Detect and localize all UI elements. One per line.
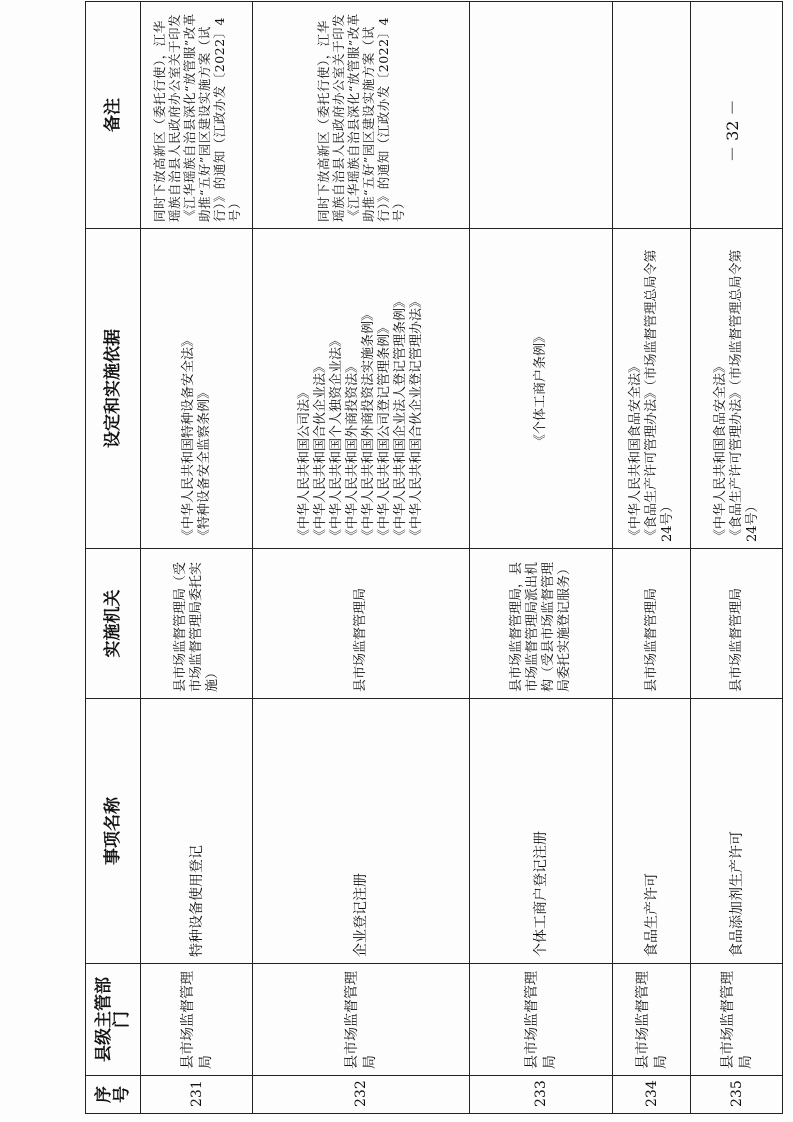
table-row: [691, 2, 783, 1114]
row-seq: 232: [253, 1076, 470, 1114]
table-row: [141, 2, 253, 1114]
row-agency: 县市场监督管理局: [253, 549, 470, 699]
basis-line: 《中华人民共和国公司法》: [297, 385, 312, 542]
table-row: [253, 2, 470, 1114]
row-item-name: 个体工商户登记注册: [470, 699, 613, 964]
row-department: 县市场监督管理局: [613, 964, 691, 1076]
row-item-name: 特种设备使用登记: [141, 699, 253, 964]
row-remarks: [470, 2, 613, 229]
row-seq: 231: [141, 1076, 253, 1114]
row-agency: 县市场监督管理局: [691, 549, 783, 699]
row-remarks: [613, 2, 691, 229]
table-header-row: [86, 2, 141, 1114]
table-row: [613, 2, 691, 1114]
row-remarks: 同时下放高新区（委托行使），江华瑶族自治县人民政府办公室关于印发《江华瑶族自治县深化“放管服”改革助推“五好”园区建设实施方案（试行）》的通知（江政办发〔2022〕4号）: [253, 2, 470, 229]
row-agency: 县市场监督管理局: [613, 549, 691, 699]
row-department: 县市场监督管理局: [141, 964, 253, 1076]
basis-line: 《中华人民共和国个人独资企业法》: [329, 333, 344, 542]
row-department: 县市场监督管理局: [691, 964, 783, 1076]
basis-line: 《食品生产许可管理办法》（市场监督管理总局令第24号）: [643, 249, 675, 542]
basis-line: 《中华人民共和国外商投资法实施条例》: [361, 307, 376, 542]
row-basis: [470, 229, 613, 549]
row-basis: [253, 229, 470, 549]
header-department: 县级主管部门: [86, 964, 141, 1076]
row-agency: 县市场监督管理局（受市场监督管理局委托实施）: [141, 549, 253, 699]
header-item-name: 事项名称: [86, 699, 141, 964]
basis-line: 《中华人民共和国合伙企业法》: [313, 359, 328, 542]
matters-table: [85, 1, 783, 1114]
basis-line: 《中华人民共和国特种设备安全法》: [180, 333, 196, 542]
row-remarks: 同时下放高新区（委托行使），江华瑶族自治县人民政府办公室关于印发《江华瑶族自治县深化“放管服”改革助推“五好”园区建设实施方案（试行）》的通知（江政办发〔2022〕4号）: [141, 2, 253, 229]
row-basis: [141, 229, 253, 549]
basis-line: 《中华人民共和国外商投资法》: [345, 359, 360, 542]
basis-line: 《特种设备安全监察条例》: [196, 385, 212, 542]
header-basis: 设定和实施依据: [86, 229, 141, 549]
row-department: 县市场监督管理局: [253, 964, 470, 1076]
row-item-name: 企业登记注册: [253, 699, 470, 964]
row-department: 县市场监督管理局: [470, 964, 613, 1076]
basis-line: 《中华人民共和国合伙企业登记管理办法》: [409, 294, 424, 542]
page-number: － 32 －: [723, 99, 742, 162]
header-agency: 实施机关: [86, 549, 141, 699]
row-basis: [613, 229, 691, 549]
table-row: [470, 2, 613, 1114]
row-seq: 235: [691, 1076, 783, 1114]
basis-line: 《食品生产许可管理办法》（市场监督管理总局令第24号）: [728, 249, 760, 542]
row-seq: 234: [613, 1076, 691, 1114]
header-seq: 序号: [86, 1076, 141, 1114]
basis-line: 《中华人民共和国食品安全法》: [627, 359, 643, 542]
basis-line: 《个体工商户条例》: [533, 330, 548, 448]
row-item-name: 食品添加剂生产许可: [691, 699, 783, 964]
basis-line: 《中华人民共和国食品安全法》: [712, 359, 728, 542]
row-item-name: 食品生产许可: [613, 699, 691, 964]
row-basis: [691, 229, 783, 549]
basis-line: 《中华人民共和国公司登记管理条例》: [377, 320, 392, 542]
row-agency: 县市场监督管理局，县市场监督管理局派出机构（受县市场监督管理局委托实施登记服务）: [470, 549, 613, 699]
row-seq: 233: [470, 1076, 613, 1114]
basis-line: 《中华人民共和国企业法人登记管理条例》: [393, 294, 408, 542]
header-remarks: 备注: [86, 2, 141, 229]
